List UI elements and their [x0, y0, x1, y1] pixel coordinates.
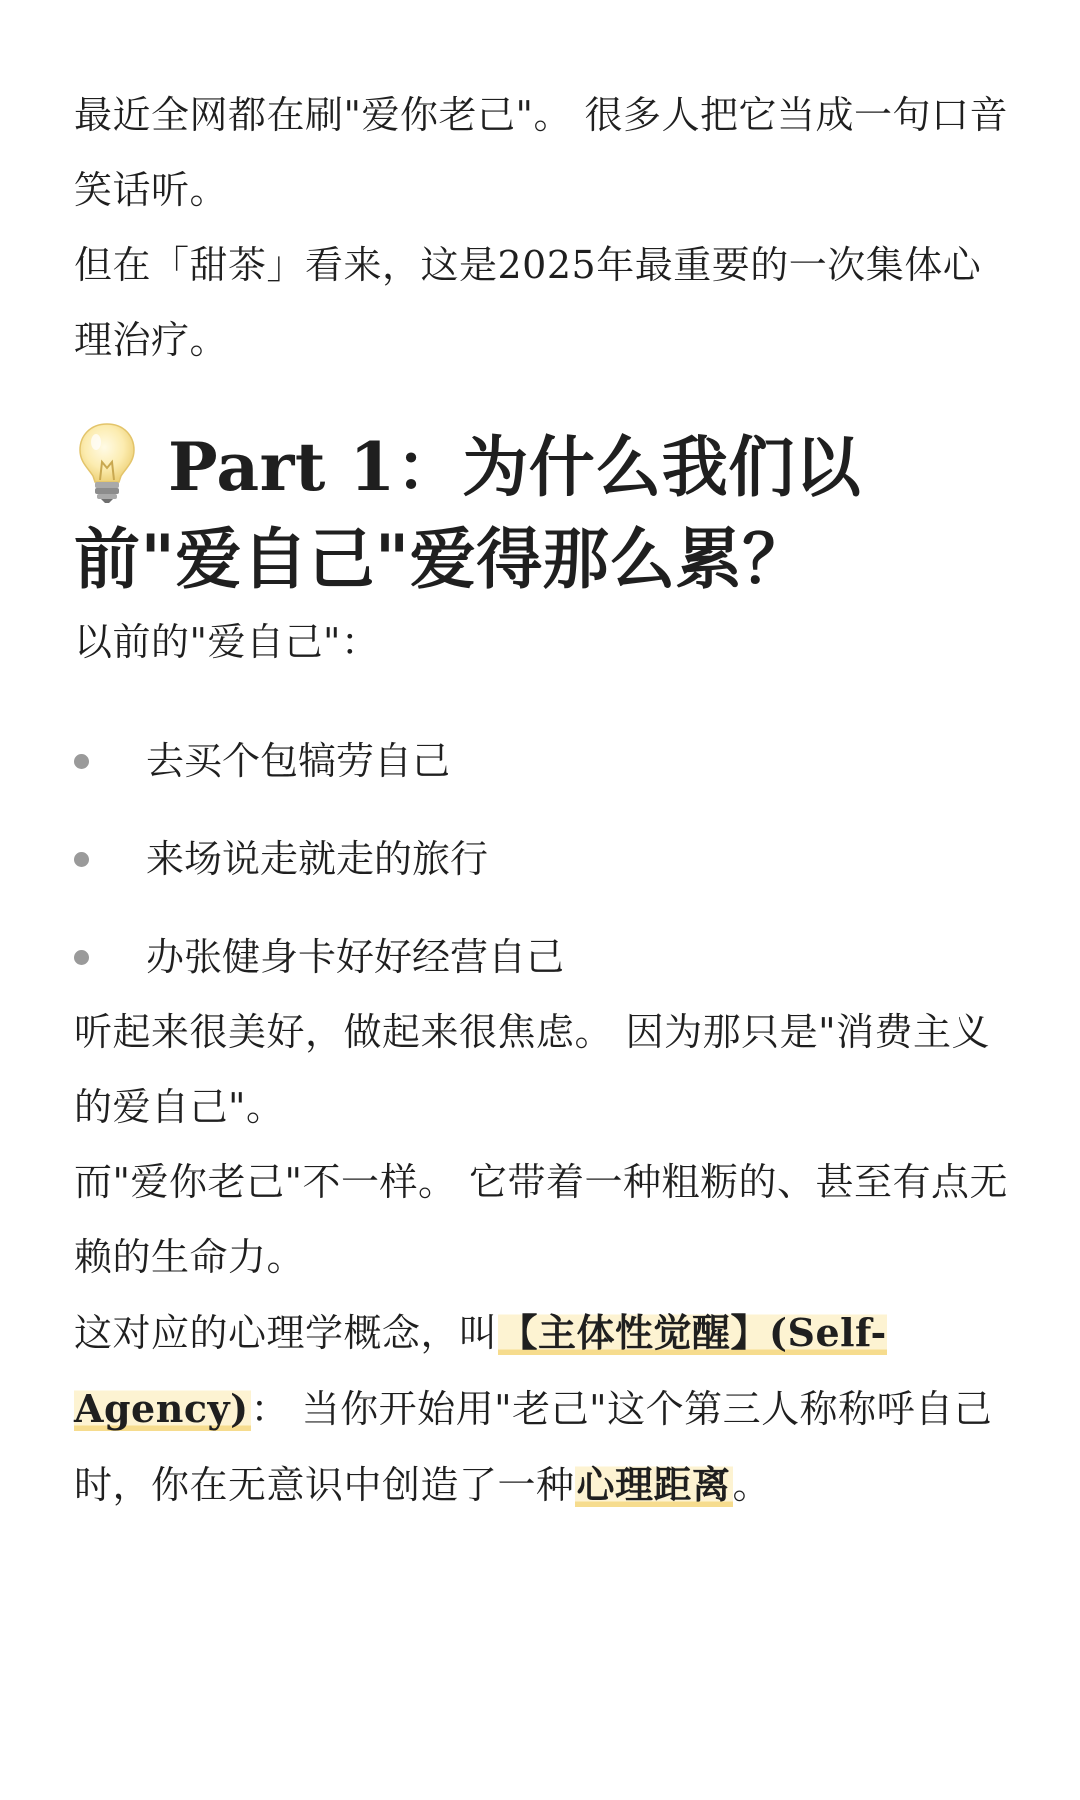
section-heading [74, 420, 1014, 605]
concept-prefix: 这对应的心理学概念，叫 [74, 1311, 498, 1355]
lightbulb-icon [74, 420, 140, 504]
paragraph-contrast: 而"爱你老己"不一样。 它带着一种粗粝的、甚至有点无赖的生命力。 [74, 1160, 1009, 1279]
list-item-text: 来场说走就走的旅行 [146, 837, 489, 881]
paragraph-concept [74, 1295, 1014, 1523]
bullet-dot-icon [74, 852, 89, 867]
concept-suffix: 。 [732, 1463, 772, 1507]
paragraph-claim: 但在「甜茶」看来，这是2025年最重要的一次集体心理治疗。 [74, 243, 982, 362]
concept-middle: ： 当你开始用"老己"这个第三人称称呼自己时，你在无意识中创造了一种 [74, 1387, 993, 1507]
list-intro: 以前的"爱自己"： [74, 620, 380, 664]
highlight-psych-distance: 心理距离 [576, 1462, 731, 1507]
list-item [74, 920, 1014, 995]
paragraph-intro: 最近全网都在刷"爱你老己"。 很多人把它当成一句口音笑话听。 [74, 93, 1009, 212]
list-item-text: 去买个包犒劳自己 [146, 739, 451, 783]
bullet-dot-icon [74, 754, 89, 769]
article [74, 78, 1014, 1523]
highlight-self-agency: 【主体性觉醒】(Self-Agency) [74, 1310, 887, 1431]
bullet-list [74, 724, 1014, 995]
bullet-dot-icon [74, 950, 89, 965]
list-item [74, 822, 1014, 897]
paragraph-anxiety: 听起来很美好，做起来很焦虑。 因为那只是"消费主义的爱自己"。 [74, 1010, 991, 1129]
list-item-text: 办张健身卡好好经营自己 [146, 935, 565, 979]
list-item [74, 724, 1014, 799]
section-heading-text: Part 1：为什么我们以前"爱自己"爱得那么累？ [74, 428, 862, 598]
